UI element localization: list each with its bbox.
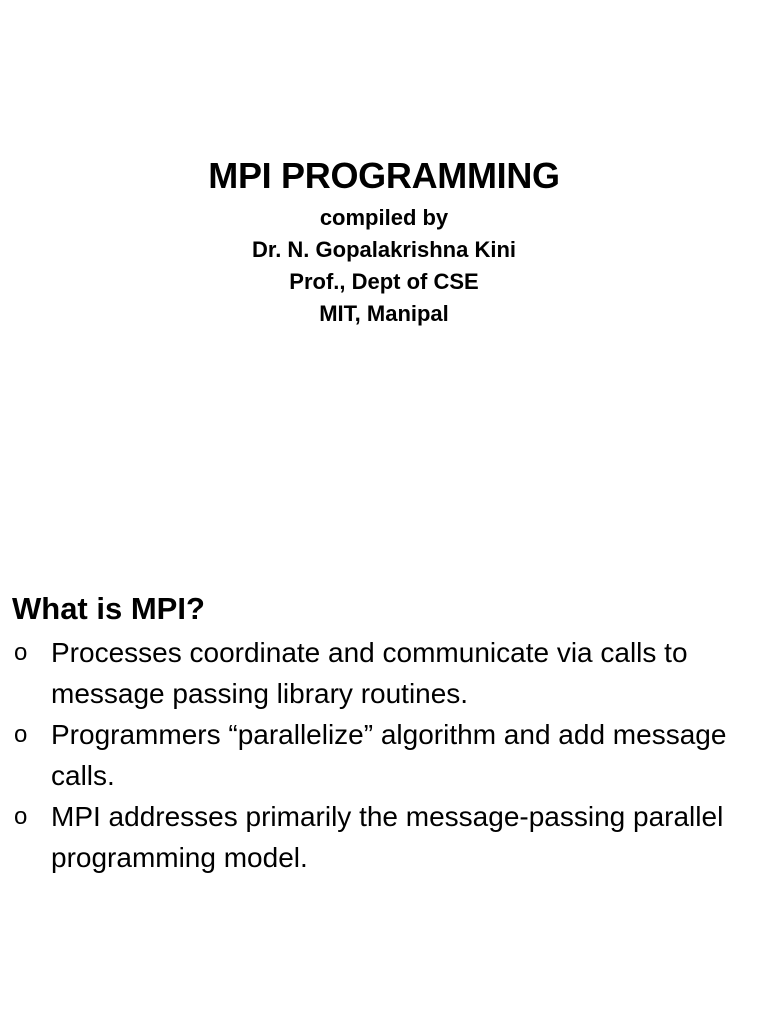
- content-slide: [12, 586, 752, 878]
- author-position: Prof., Dept of CSE: [289, 269, 479, 294]
- bullet-text: Programmers “parallelize” algorithm and add message calls.: [51, 719, 727, 791]
- circle-bullet-icon: o: [14, 639, 28, 666]
- author-institution: MIT, Manipal: [319, 301, 449, 326]
- bullet-text: Processes coordinate and communicate via calls to message passing library routines.: [51, 637, 688, 709]
- title-slide: [0, 152, 768, 330]
- bullet-text: MPI addresses primarily the message-passing parallel programming model.: [51, 801, 724, 873]
- circle-bullet-icon: o: [14, 803, 28, 830]
- circle-bullet-icon: o: [14, 721, 28, 748]
- list-item: [12, 796, 752, 878]
- bullet-list: [12, 632, 752, 878]
- list-item: [12, 714, 752, 796]
- author-block: [0, 202, 768, 330]
- list-item: [12, 632, 752, 714]
- author-name: Dr. N. Gopalakrishna Kini: [251, 237, 517, 262]
- page-title: MPI PROGRAMMING: [208, 155, 560, 196]
- section-heading: What is MPI?: [12, 591, 205, 626]
- compiled-by-label: compiled by: [319, 205, 449, 230]
